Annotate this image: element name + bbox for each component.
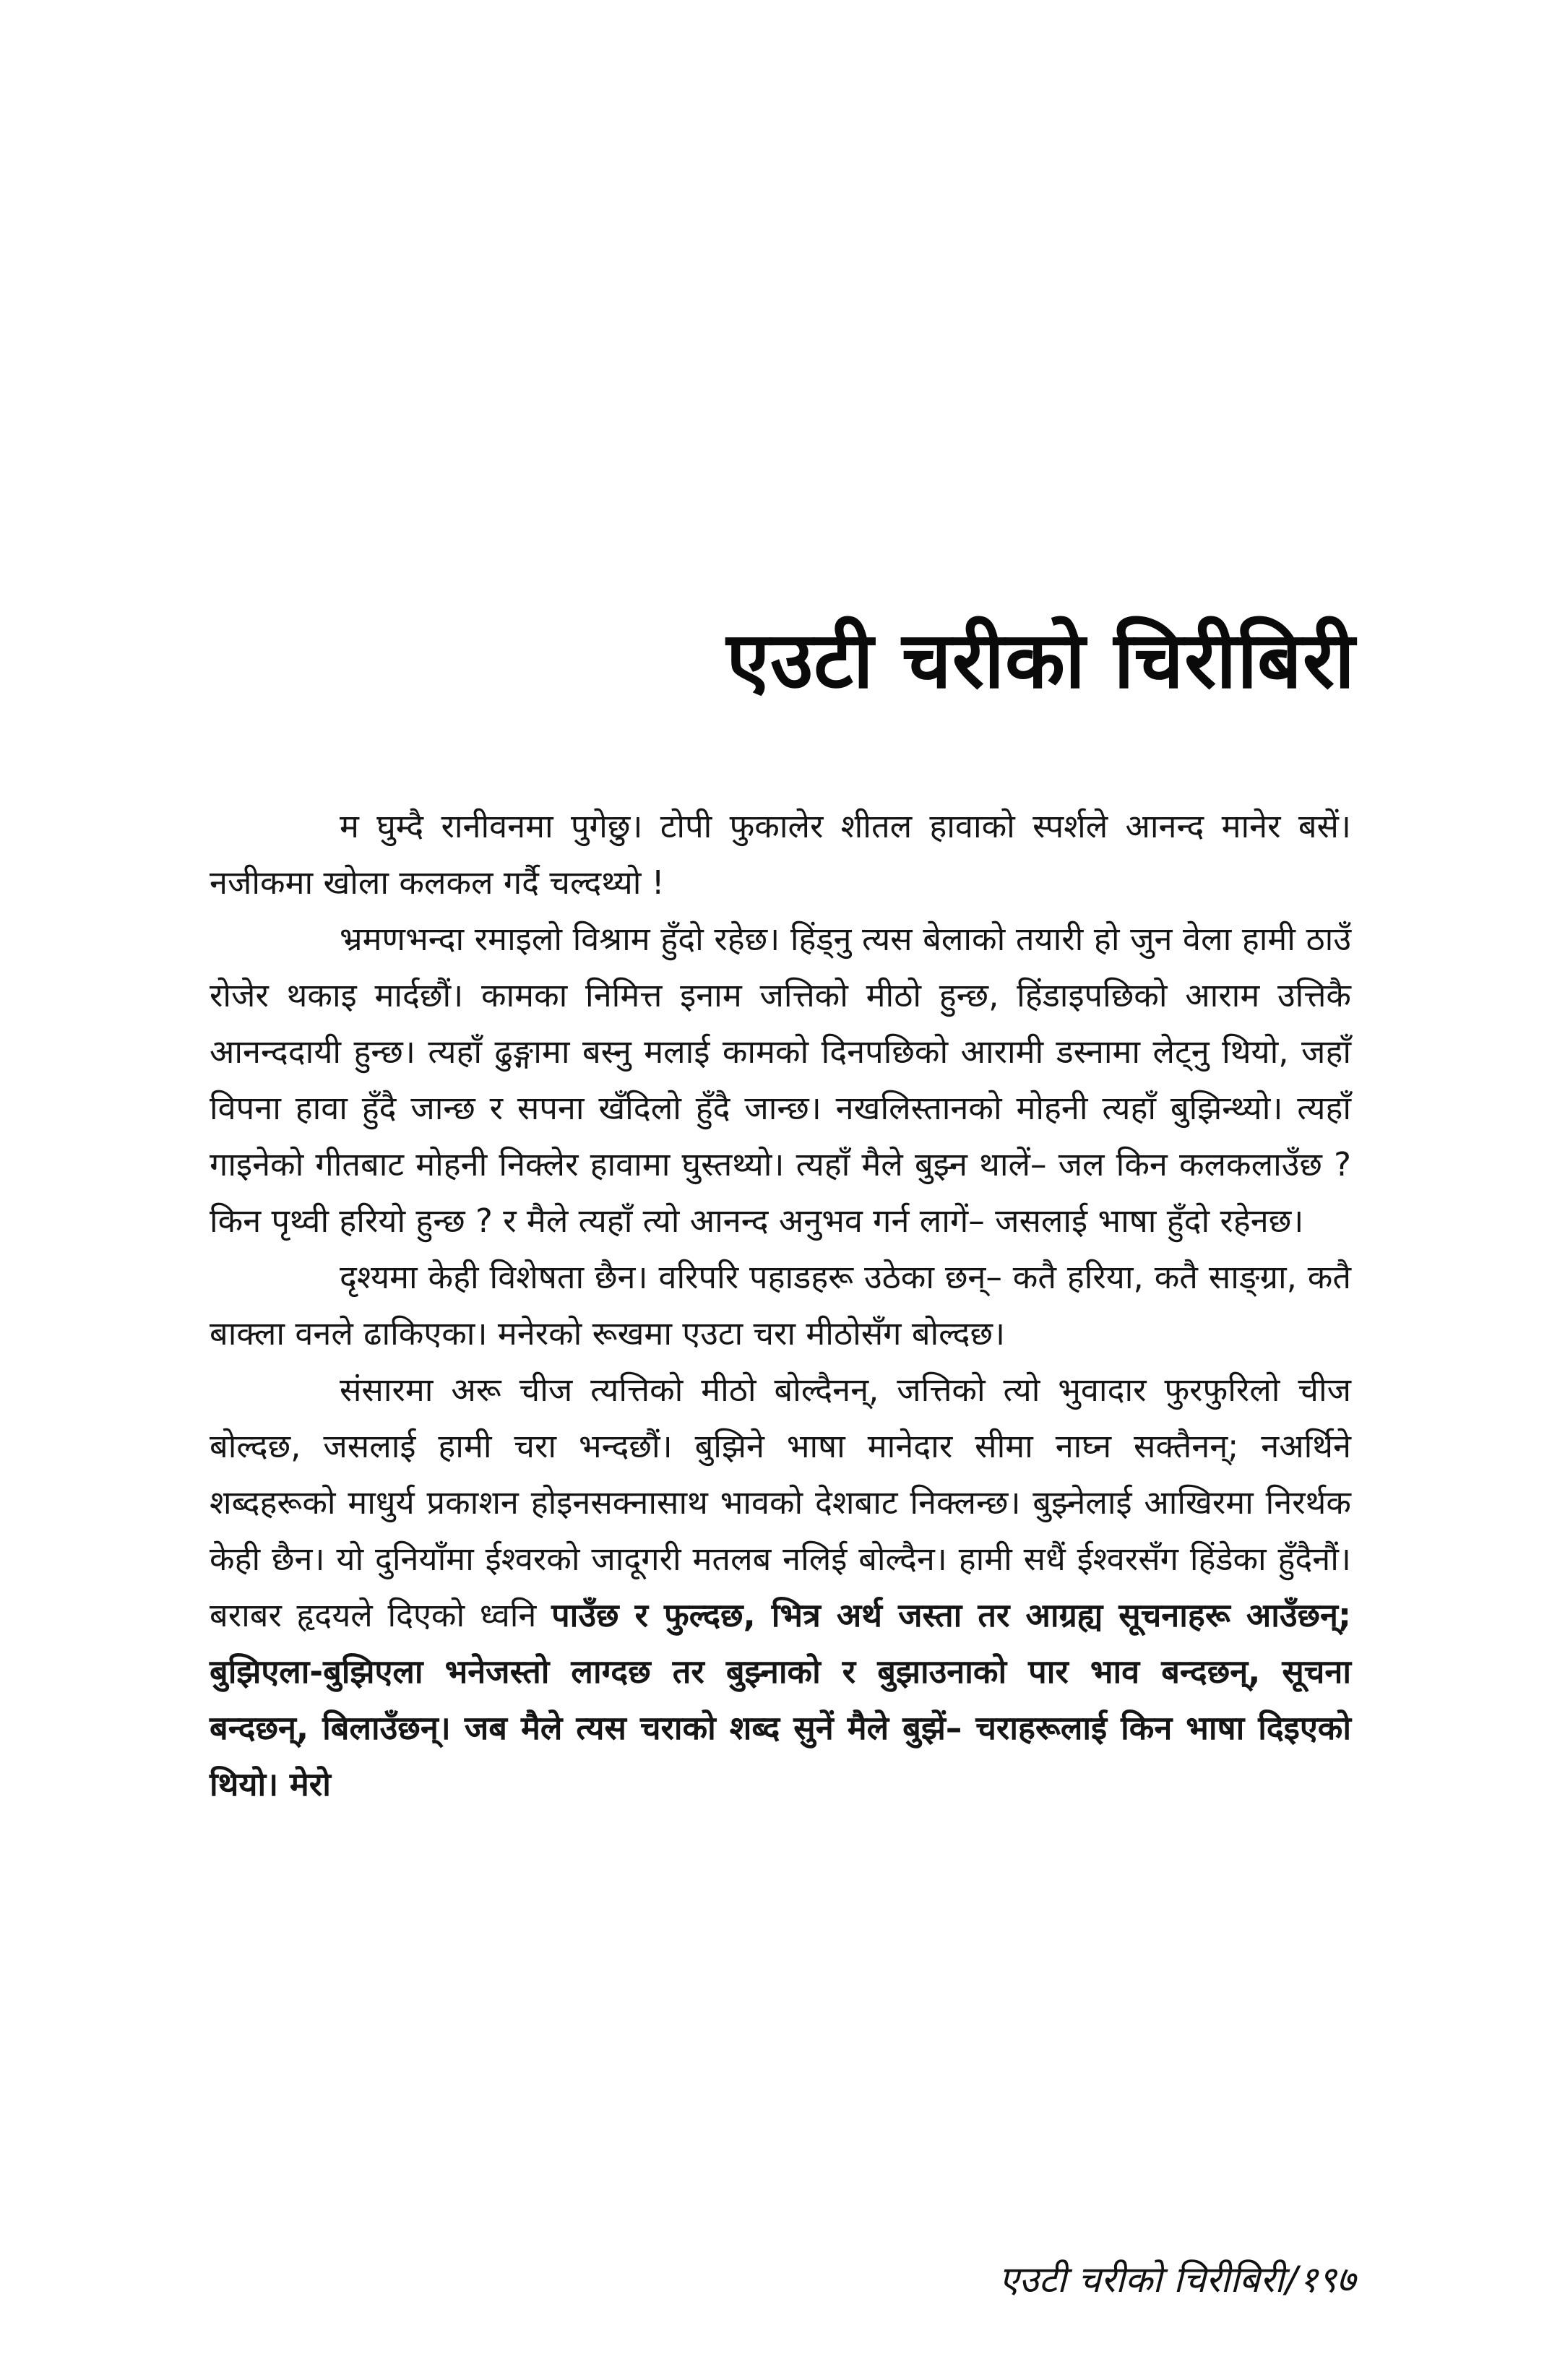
paragraph-1: म घुम्दै रानीवनमा पुगेछु। टोपी फुकालेर शीतल हावाको स्पर्शले आनन्द मानेर बसें। नजीकमा खोला कलकल गर्दै चल्दथ्यो ! <box>210 807 1351 902</box>
paragraph-2: भ्रमणभन्दा रमाइलो विश्राम हुँदो रहेछ। हिंड्नु त्यस बेलाको तयारी हो जुन वेला हामी ठाउँ रोजेर थकाइ मार्दछौं। कामका निमित्त इनाम जत्तिको मीठो हुन्छ, हिंडाइपछिको आराम उत्तिकै आनन्ददायी हुन्छ। त्यहाँ ढुङ्गामा बस्नु मलाई कामको दिनपछिको आरामी डस्नामा लेट्नु थियो, जहाँ विपना हावा हुँदै जान्छ र सपना खँदिलो हुँदै जान्छ। नखलिस्तानको मोहनी त्यहाँ बुझिन्थ्यो। त्यहाँ गाइनेको गीतबाट मोहनी निक्लेर हावामा घुस्तथ्यो। त्यहाँ मैले बुझ्न थालें– जल किन कलकलाउँछ ? किन पृथ्वी हरियो हुन्छ ? र मैले त्यहाँ त्यो आनन्द अनुभव गर्न लागें– जसलाई भाषा हुँदो रहेनछ। <box>210 920 1351 1240</box>
page-footer <box>999 2254 1355 2305</box>
paragraph-4 <box>210 1362 1351 1813</box>
page-number: १९७ <box>1299 2259 1355 2301</box>
paragraph-3: दृश्यमा केही विशेषता छैन। वरिपरि पहाडहरू उठेका छन्– कतै हरिया, कतै साङ्ग्रा, कतै बाक्ला वनले ढाकिएका। मनेरको रूखमा एउटा चरा मीठोसँग बोल्दछ। <box>210 1258 1351 1353</box>
chapter-title: एउटी चरीको चिरीबिरी <box>726 616 1355 706</box>
chapter-body <box>210 798 1351 1813</box>
footer-separator: / <box>1285 2259 1298 2301</box>
paragraph-4-bold-text: पाउँछ र फुल्दछ, भित्र अर्थ जस्ता तर आग्रह्य सूचनाहरू आउँछन्; बुझिएला-बुझिएला भनेजस्तो लाग्दछ तर बुझ्नाको र बुझाउनाको पार भाव बन्दछन्, सूचना बन्दछन्, बिलाउँछन्। जब मैले त्यस चराको शब्द सुनें मैले बुझें– चराहरूलाई किन भाषा दिइएको थियो। मेरो <box>210 1596 1351 1803</box>
paragraph-4-regular-text: संसारमा अरू चीज त्यत्तिको मीठो बोल्दैनन्, जत्तिको त्यो भुवादार फुरफुरिलो चीज बोल्दछ, जसलाई हामी चरा भन्दछौं। बुझिने भाषा मानेदार सीमा नाघ्न सक्तैनन्; नअर्थिने शब्दहरूको माधुर्य प्रकाशन होइनसक्नासाथ भावको देशबाट निक्लन्छ। बुझ्नेलाई आखिरमा निरर्थक केही छैन। यो दुनियाँमा ईश्वरको जादूगरी मतलब नलिई बोल्दैन। हामी सधैं ईश्वरसँग हिंडेका हुँदैनौं। बराबर हृदयले दिएको ध्वनि <box>210 1371 1351 1634</box>
running-title: एउटी चरीको चिरीबिरी <box>999 2259 1285 2301</box>
